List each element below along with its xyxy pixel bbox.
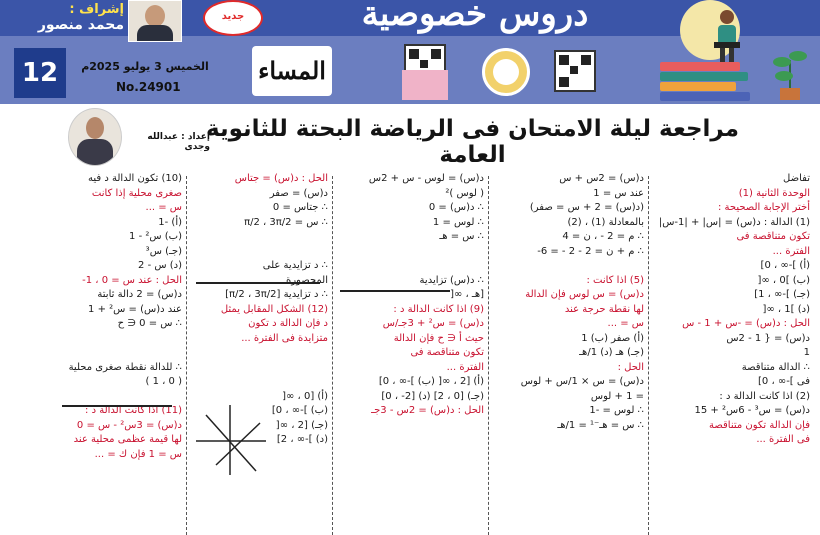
text-line: س = 1 فإن ك = ... [94, 448, 182, 460]
text-line: أختر الإجابة الصحيحة : [717, 202, 810, 213]
author-credit: إعداد : عبدالله وجدى [147, 132, 210, 152]
column-divider [488, 176, 489, 535]
text-column-3 [336, 172, 484, 535]
text-line: ( 0 ، 1 ) [145, 376, 182, 387]
issue-date: الخميس 3 يوليو 2025م [81, 60, 209, 73]
text-line: (د(س) = 2 + س = صفر) [529, 202, 644, 213]
text-column-2 [492, 172, 644, 535]
article-header [0, 108, 820, 168]
qr-code-icon [554, 50, 596, 92]
text-line: 1 [803, 347, 810, 358]
issue-number: No.24901 [116, 80, 181, 94]
text-line: (9) اذا كانت الدالة د : [393, 303, 484, 315]
text-line: الحل : [617, 361, 644, 373]
text-line: ∴ جتاس = 0 [272, 202, 328, 213]
text-line: عند س = 1 [593, 187, 644, 199]
text-line: (أ) صفر (ب) 1 [581, 332, 644, 344]
text-line: = 1 + لوس [590, 390, 644, 402]
text-line: (10) تكون الدالة د فيه [88, 173, 182, 184]
text-line: فى الفترة ... [756, 434, 810, 445]
text-line [190, 230, 328, 245]
text-column-4 [190, 172, 328, 535]
plant-illustration [770, 40, 810, 100]
text-line [190, 245, 328, 260]
text-line: الفترة ... [772, 245, 810, 257]
text-line: د(س) = س³ - 6س² + 15 [694, 405, 810, 416]
text-line: (ب) ]-∞ ، 0] [271, 405, 328, 416]
text-line: ∴ للدالة نقطة صغرى محلية [68, 361, 182, 373]
text-line: الحل : د(س) = -س + 1 - س [682, 318, 810, 329]
text-line: الفترة ... [446, 361, 484, 373]
text-line: (جـ) [2 ، ∞[ [275, 419, 328, 431]
text-line: ∴ م = 2 - ، ن = 4 [562, 231, 644, 242]
text-line: صغرى محلية إذا كانت [91, 187, 182, 199]
supervisor-photo [128, 0, 182, 42]
text-line: متزايدة فى الفترة ... [241, 332, 328, 344]
text-line: تكون متناقصة فى [736, 231, 810, 242]
text-line [492, 259, 644, 274]
text-line: (د) ]1 ، ∞[ [762, 303, 810, 315]
number-line [196, 282, 320, 284]
text-line: (أ) [0 ، ∞[ [282, 390, 328, 402]
text-line: ∴ د(س) تزايدية [419, 274, 484, 286]
text-line: د(س) = س² + 3جـ/س [382, 318, 484, 329]
text-line [190, 346, 328, 361]
new-stamp: جديد [203, 0, 263, 36]
text-line: ∴ س = π/2 ، 3π/2 [244, 216, 328, 228]
envelope-icon [402, 70, 448, 100]
text-line [56, 332, 182, 347]
text-column-1 [652, 172, 810, 535]
photo-suit [137, 25, 173, 41]
page-number: 12 [14, 48, 66, 98]
supervisor-name: محمد منصور [37, 17, 124, 33]
text-line: س = ... [145, 202, 182, 213]
text-line: د(س) = صفر [269, 187, 328, 199]
student-illustration [710, 8, 744, 62]
function-graph [196, 405, 266, 475]
text-line: تفاضل [783, 173, 810, 184]
text-line: ∴ س = هـ [439, 231, 484, 242]
number-line [62, 405, 172, 407]
column-divider [332, 176, 333, 535]
text-line: ∴ لوس = -1 [589, 405, 644, 416]
text-line: ∴ لوس = 1 [432, 216, 484, 228]
text-line: د(س) = 2 دالة ثابتة [97, 289, 182, 300]
text-line: ∴ د تزايدية على [262, 260, 328, 271]
text-line: حيث أ ∈ ح فإن الدالة [393, 332, 484, 344]
text-line: (د) ]-∞ ، 2] [276, 434, 328, 445]
text-line: (5) اذا كانت : [586, 274, 644, 286]
text-line: (جـ) ]-∞ ، 1] [754, 289, 810, 300]
text-line: ∴ د(س) = 0 [428, 202, 484, 213]
text-line [56, 390, 182, 405]
text-line: المحصورة [286, 274, 328, 286]
text-line: بالمعادلة (1) ، (2) [567, 216, 644, 228]
text-line: ∴ م + ن = 2 - 2 - = 6- [537, 245, 644, 257]
text-line: ∴ س = هـ⁻¹ = 1/هـ [557, 419, 644, 431]
column-divider [186, 176, 187, 535]
text-line [336, 259, 484, 274]
books-illustration [660, 62, 750, 100]
text-line: الحل : د(س) = 2س - 3جـ [371, 405, 484, 416]
text-line: الحل : د(س) = جتاس [234, 173, 328, 184]
text-line: (12) الشكل المقابل يمثل [220, 303, 328, 315]
text-line: عند د(س) = س² + 1 [88, 303, 182, 315]
column-divider [648, 176, 649, 535]
text-line [190, 361, 328, 376]
photo-head [145, 5, 165, 27]
text-line: (أ) ]-∞ ، 0] [760, 260, 810, 271]
text-line: لها نقطة حرجة عند [564, 303, 644, 315]
text-line: د(س) = س × 1/س + لوس [520, 376, 644, 387]
text-line: [هـ ، ∞[ [450, 289, 484, 300]
text-line: تكون متناقصة فى [410, 347, 484, 358]
text-line: د(س) = لوس - س + 2س [368, 173, 484, 184]
text-line: لها قيمة عظمى محلية عند [73, 434, 182, 445]
text-line: ∴ س = 0 ∈ ح [117, 318, 182, 329]
text-line: س = ... [607, 318, 644, 329]
text-line: (د) س - 2 [138, 260, 182, 271]
text-line: (جـ) [0 ، 2] (د) [2- ، 0] [381, 390, 484, 402]
text-line: ∴ د تزايدية [π/2 ، 3π/2] [225, 289, 328, 300]
text-line: د(س) = س لوس فإن الدالة [525, 289, 644, 300]
page-header [0, 0, 820, 104]
text-line: ∴ الدالة متناقصة [741, 361, 810, 373]
text-line [190, 375, 328, 390]
text-line: فى ]-∞ ، 0] [758, 376, 810, 387]
newspaper-masthead: المساء [252, 46, 332, 96]
text-line [56, 346, 182, 361]
author-photo [68, 108, 122, 166]
supervisor-credit [4, 2, 124, 33]
text-line: د(س) = 3س² - س = 0 [76, 419, 182, 431]
text-line: (11) اذا كانت الدالة د : [85, 405, 182, 416]
text-line: (أ) -1 [158, 216, 182, 228]
text-line: (ب) ]0 ، ∞[ [757, 274, 810, 286]
text-column-5 [56, 172, 182, 535]
text-line: (جـ) هـ (د) 1/هـ [579, 347, 644, 358]
text-line: فإن الدالة تكون متناقصة [708, 419, 810, 431]
alarm-clock-icon [482, 48, 530, 96]
number-line [340, 290, 450, 292]
supervisor-label: إشراف : [69, 2, 124, 17]
section-title: دروس خصوصية [361, 0, 589, 34]
text-line: د(س) = 2س + س [559, 173, 644, 184]
text-line: د فإن الدالة د تكون [248, 318, 328, 329]
text-line: الحل : عند س = 0 ، 1- [82, 274, 182, 286]
text-line: ( لوس )² [445, 187, 484, 199]
text-line: د(س) = { 1 - 2س [726, 332, 810, 344]
article-title: مراجعة ليلة الامتحان فى الرياضة البحتة للثانوية العامة [206, 116, 739, 168]
text-line: (1) الدالة : د(س) = |س| + |1-س| [658, 216, 810, 228]
text-line: (أ) [2 ، ∞[ (ب) ]-∞ ، 0] [378, 376, 484, 387]
text-line: الوحدة الثانية (1) [738, 187, 810, 199]
text-line [336, 245, 484, 260]
text-line: (ب) س² - 1 [129, 231, 182, 242]
text-line: (2) اذا كانت الدالة د : [719, 390, 810, 402]
text-line: (جـ) س³ [145, 245, 182, 257]
